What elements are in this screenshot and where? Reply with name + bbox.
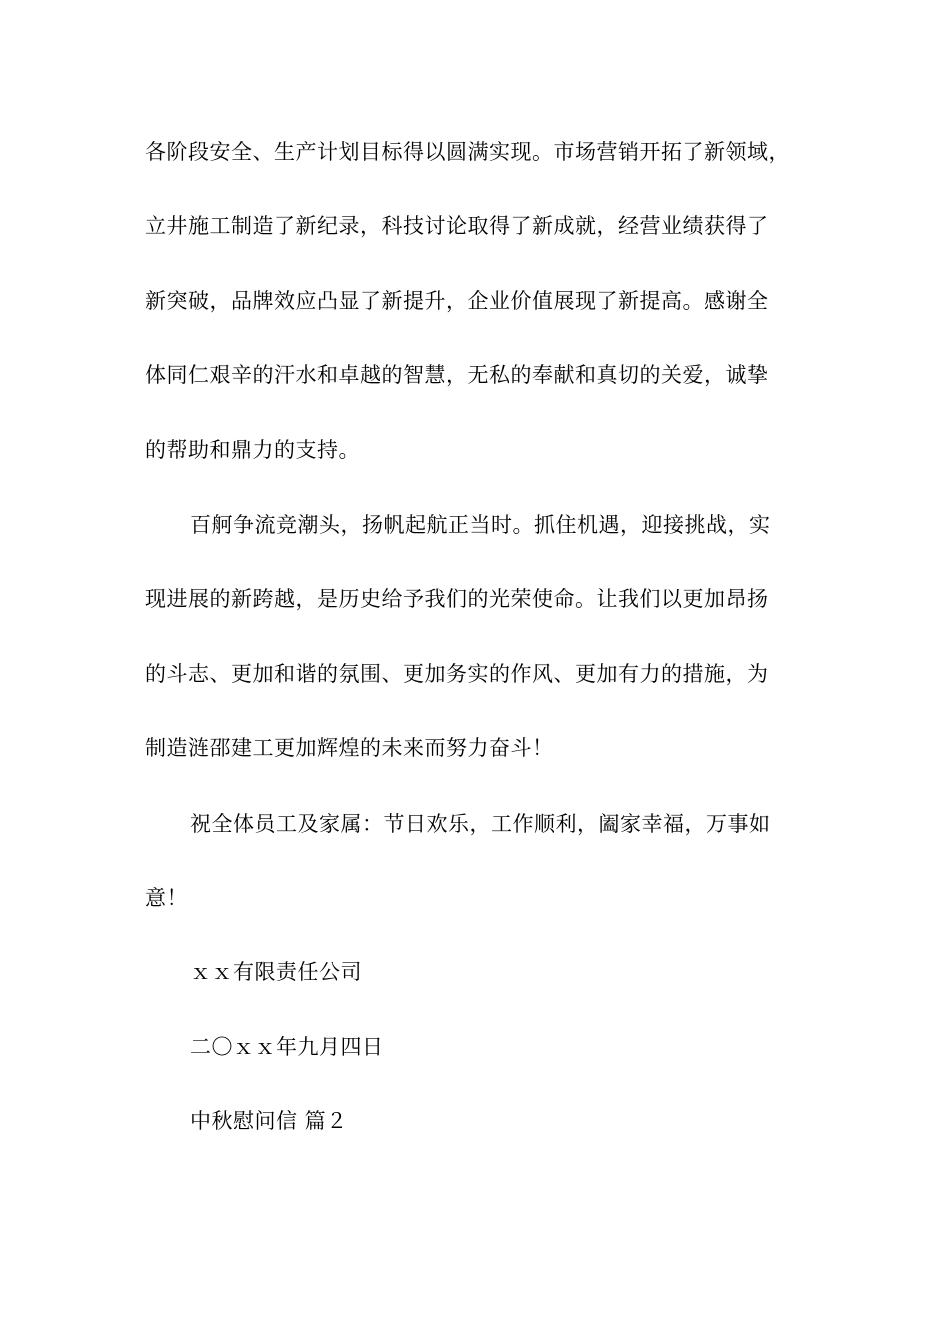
section-heading: 中秋慰问信 篇２: [190, 1109, 348, 1133]
company-signature: ｘｘ有限责任公司: [190, 960, 362, 984]
paragraph-line: 现进展的新跨越，是历史给予我们的光荣使命。让我们以更加昂扬: [145, 587, 769, 611]
paragraph-line: 的帮助和鼎力的支持。: [145, 438, 360, 462]
paragraph-line: 的斗志、更加和谐的氛围、更加务实的作风、更加有力的措施，为: [145, 662, 769, 686]
paragraph-line: 意！: [145, 886, 188, 910]
paragraph-line: 各阶段安全、生产计划目标得以圆满实现。市场营销开拓了新领域，: [145, 140, 790, 164]
paragraph-line: 百舸争流竞潮头，扬帆起航正当时。抓住机遇，迎接挑战，实: [190, 513, 771, 537]
paragraph-line: 体同仁艰辛的汗水和卓越的智慧，无私的奉献和真切的关爱，诚挚: [145, 363, 769, 387]
paragraph-line: 立井施工制造了新纪录，科技讨论取得了新成就，经营业绩获得了: [145, 214, 769, 238]
date-line: 二〇ｘｘ年九月四日: [190, 1035, 384, 1059]
paragraph-line: 制造涟邵建工更加辉煌的未来而努力奋斗！: [145, 736, 554, 760]
paragraph-line: 新突破，品牌效应凸显了新提升，企业价值展现了新提高。感谢全: [145, 289, 769, 313]
paragraph-line: 祝全体员工及家属：节日欢乐，工作顺利，阖家幸福，万事如: [190, 812, 771, 836]
